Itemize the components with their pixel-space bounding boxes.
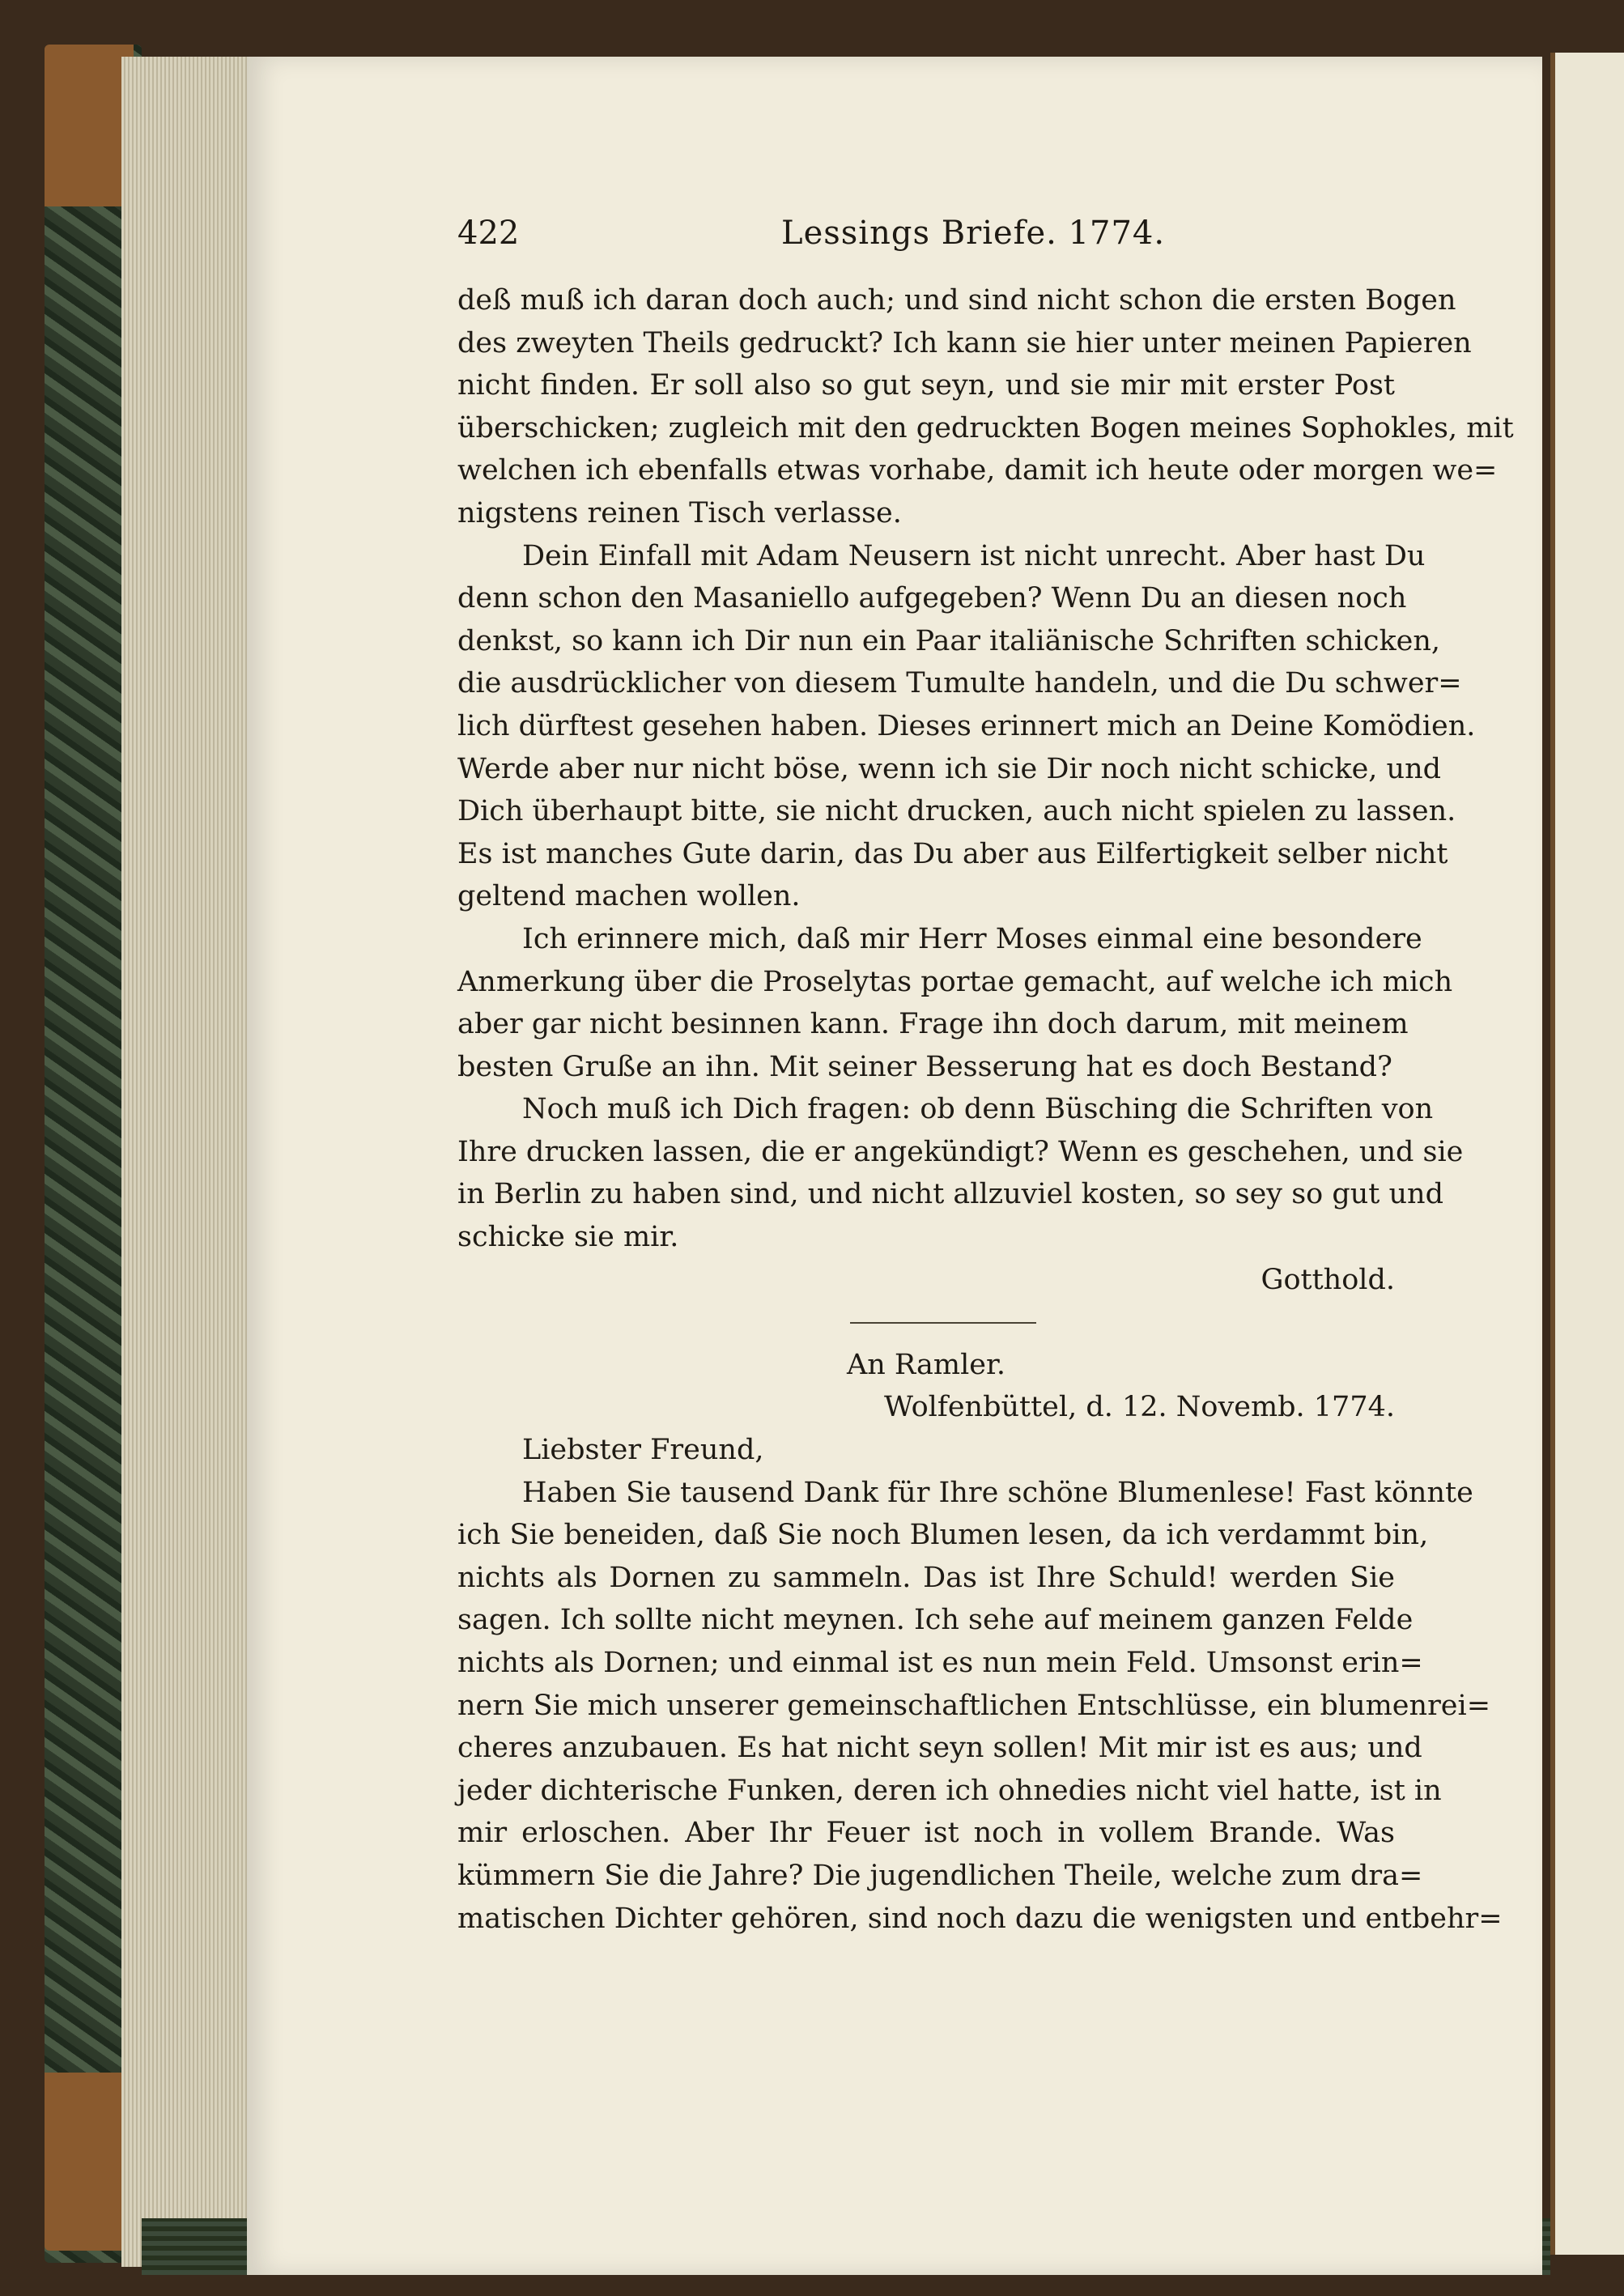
text-line: Es ist manches Gute darin, das Du aber aus Eilfertigkeit selber nicht <box>457 837 1448 870</box>
text-line: cheres anzubauen. Es hat nicht seyn sollen! Mit mir ist es aus; und <box>457 1732 1422 1765</box>
text-line: welchen ich ebenfalls etwas vorhabe, damit ich heute oder morgen we= <box>457 454 1498 487</box>
text-line: ich Sie beneiden, daß Sie noch Blumen lesen, da ich verdammt bin, <box>457 1519 1429 1552</box>
letter-title: An Ramler. <box>846 1348 1006 1381</box>
section-divider-row <box>457 1301 1395 1344</box>
text-line: Dich überhaupt bitte, sie nicht drucken, auch nicht spielen zu lassen. <box>457 795 1456 828</box>
text-line: Noch muß ich Dich fragen: ob denn Büsching die Schriften von <box>522 1093 1434 1126</box>
text-line: geltend machen wollen. <box>457 880 801 913</box>
leather-corner-top <box>45 45 134 206</box>
text-line: Werde aber nur nicht böse, wenn ich sie Dir noch nicht schicke, und <box>457 752 1442 785</box>
text-line: deß muß ich daran doch auch; und sind nicht schon die ersten Bogen <box>457 284 1456 317</box>
text-line: matischen Dichter gehören, sind noch dazu die wenigsten und entbehr= <box>457 1902 1503 1935</box>
text-line: jeder dichterische Funken, deren ich ohnedies nicht viel hatte, ist in <box>457 1774 1442 1807</box>
page-number: 422 <box>457 215 520 252</box>
paragraph-continuation <box>457 279 1514 535</box>
text-line: Haben Sie tausend Dank für Ihre schöne Blumenlese! Fast könnte <box>522 1476 1473 1509</box>
page-edges <box>121 57 259 2267</box>
text-line: nichts als Dornen; und einmal ist es nun mein Feld. Umsonst erin= <box>457 1647 1423 1679</box>
text-line: in Berlin zu haben sind, und nicht allzuviel kosten, so sey so gut und <box>457 1178 1443 1211</box>
text-line: schicke sie mir. <box>457 1221 679 1254</box>
text-line: Ich erinnere mich, daß mir Herr Moses einmal eine besondere <box>522 922 1422 955</box>
text-line: überschicken; zugleich mit den gedruckten Bogen meines Sophokles, mit <box>457 411 1514 444</box>
running-title: Lessings Briefe. 1774. <box>781 215 1166 252</box>
leather-corner-bottom <box>45 2073 134 2251</box>
paragraph-blumenlese <box>457 1472 1503 1941</box>
paragraph-moses <box>457 918 1453 1088</box>
text-line: nigstens reinen Tisch verlasse. <box>457 496 902 529</box>
text-line: aber gar nicht besinnen kann. Frage ihn doch darum, mit meinem <box>457 1008 1409 1041</box>
text-line: sagen. Ich sollte nicht meynen. Ich sehe auf meinem ganzen Felde <box>457 1604 1414 1637</box>
signature: Gotthold. <box>1261 1263 1395 1296</box>
text-line: Ihre drucken lassen, die er angekündigt? Wenn es geschehen, und sie <box>457 1135 1464 1168</box>
section-divider <box>850 1322 1036 1324</box>
text-line: lich dürftest gesehen haben. Dieses erinnert mich an Deine Komödien. <box>457 709 1476 742</box>
text-line: Dein Einfall mit Adam Neusern ist nicht unrecht. Aber hast Du <box>522 539 1426 572</box>
text-line: Anmerkung über die Proselytas portae gemacht, auf welche ich mich <box>457 965 1453 998</box>
text-line: des zweyten Theils gedruckt? Ich kann sie hier unter meinen Papieren <box>457 326 1472 359</box>
paragraph-buesching <box>457 1088 1464 1258</box>
page-header <box>457 215 1395 263</box>
text-line: mir erloschen. Aber Ihr Feuer ist noch in vollem Brande. Was <box>457 1817 1395 1850</box>
text-line: nichts als Dornen zu sammeln. Das ist Ihre Schuld! werden Sie <box>457 1561 1395 1594</box>
salutation: Liebster Freund, <box>522 1434 764 1467</box>
text-line: kümmern Sie die Jahre? Die jugendlichen Theile, welche zum dra= <box>457 1859 1423 1892</box>
text-line: denkst, so kann ich Dir nun ein Paar italiänische Schriften schicken, <box>457 624 1441 657</box>
dateline: Wolfenbüttel, d. 12. Novemb. 1774. <box>884 1391 1395 1424</box>
paragraph-masaniello <box>457 535 1476 918</box>
text-line: die ausdrücklicher von diesem Tumulte handeln, und die Du schwer= <box>457 667 1462 700</box>
facing-page-edge <box>1550 53 1624 2255</box>
page-text <box>457 279 1514 1940</box>
text-line: nern Sie mich unserer gemeinschaftlichen Entschlüsse, ein blumenrei= <box>457 1689 1491 1722</box>
text-line: besten Gruße an ihn. Mit seiner Besserung hat es doch Bestand? <box>457 1050 1392 1083</box>
text-line: denn schon den Masaniello aufgegeben? Wenn Du an diesen noch <box>457 582 1407 615</box>
text-line: nicht finden. Er soll also so gut seyn, und sie mir mit erster Post <box>457 369 1395 402</box>
